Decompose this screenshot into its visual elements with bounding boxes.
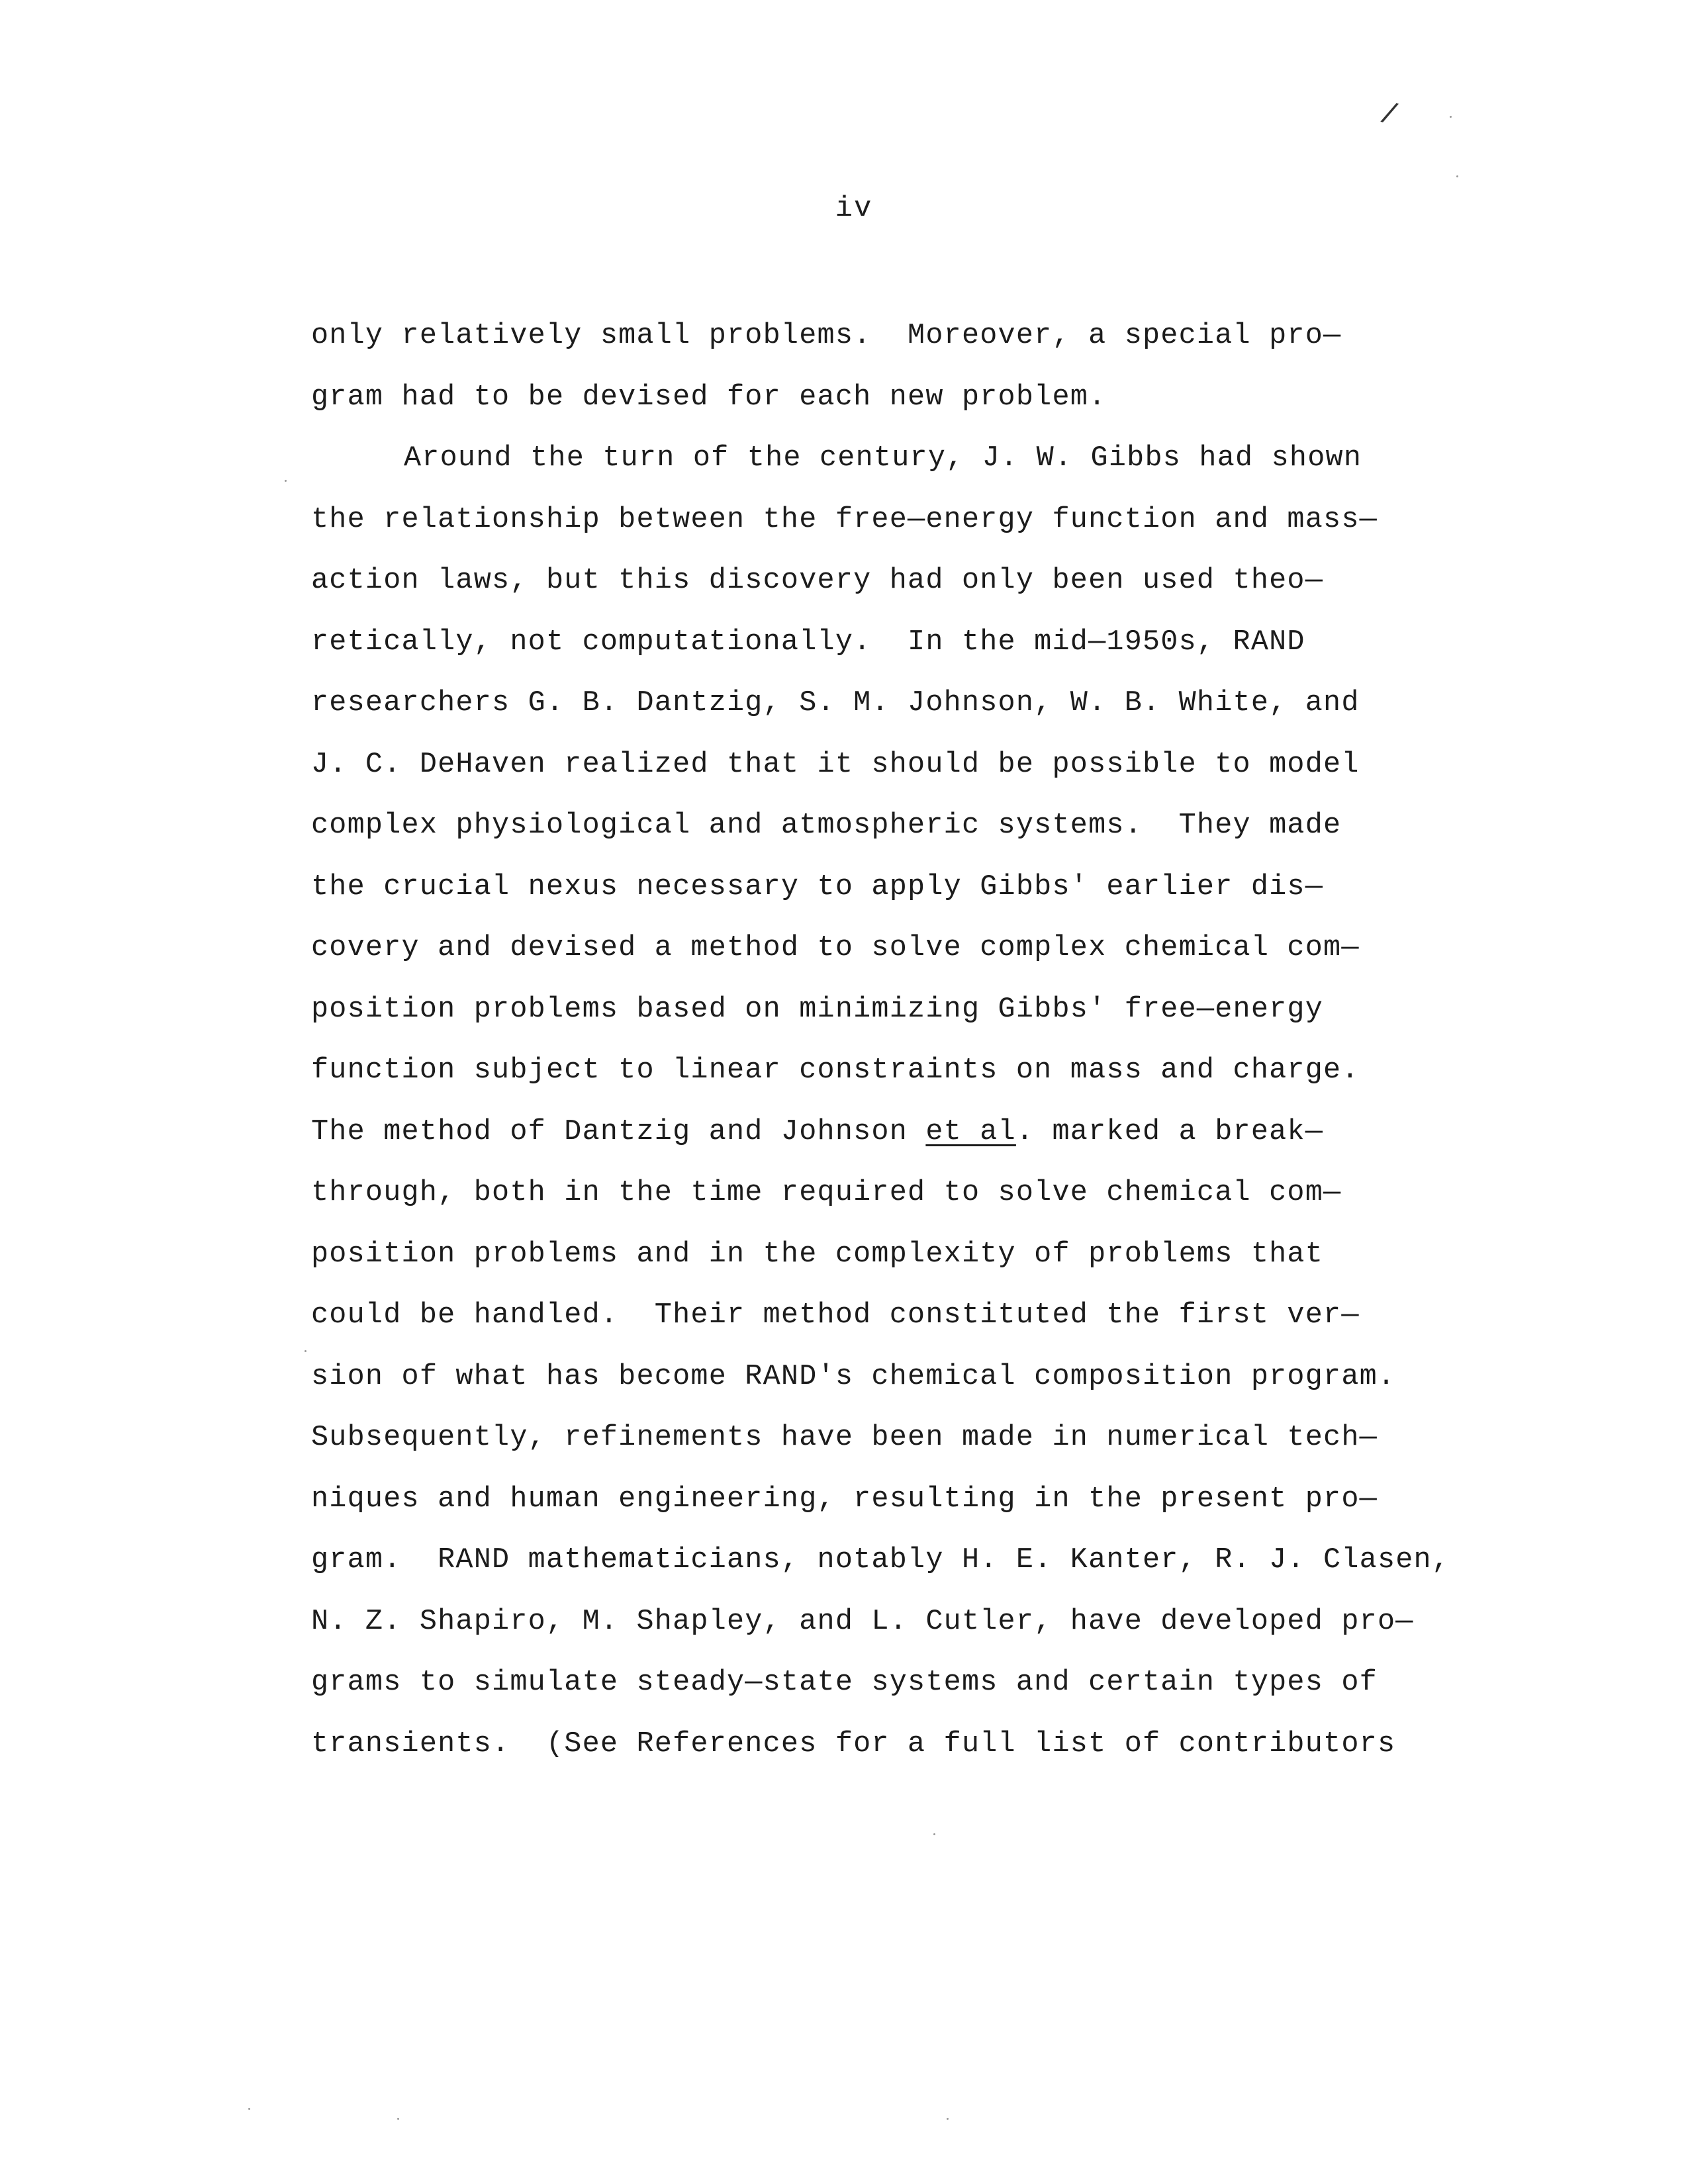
body-text [311,306,1503,1775]
text-line: function subject to linear constraints on mass and charge. [311,1054,1360,1087]
scan-speck [397,2118,399,2120]
text-line: action laws, but this discovery had only been used theo— [311,565,1324,597]
text-line: researchers G. B. Dantzig, S. M. Johnson, W. B. White, and [311,687,1360,719]
text-line: the crucial nexus necessary to apply Gibbs' earlier dis— [311,870,1324,903]
text-line: only relatively small problems. Moreover, a special pro— [311,320,1342,352]
scan-speck [947,2118,949,2120]
text-line: the relationship between the free—energy function and mass— [311,503,1378,536]
scan-speck [1456,175,1458,177]
text-line: Around the turn of the century, J. W. Gibbs had shown [404,442,1362,475]
text-line: gram. RAND mathematicians, notably H. E. Kanter, R. J. Clasen, [311,1544,1450,1576]
text-line: sion of what has become RAND's chemical composition program. [311,1360,1396,1393]
text-line: niques and human engineering, resulting in the present pro— [311,1482,1378,1516]
corner-pencil-mark: / [1377,97,1401,134]
text-line: position problems based on minimizing Gibbs' free—energy [311,993,1324,1026]
text-line: through, both in the time required to solve chemical com— [311,1177,1342,1209]
text-line [311,1102,1503,1163]
text-line: position problems and in the complexity of problems that [311,1238,1324,1271]
text-line: grams to simulate steady—state systems and certain types of [311,1666,1378,1699]
underlined-phrase: et al [925,1115,1016,1148]
scan-speck [1450,116,1452,118]
text-line: gram had to be devised for each new problem. [311,381,1107,414]
scan-speck [305,1350,306,1352]
page-number: iv [835,192,873,225]
text-line: could be handled. Their method constituted the first ver— [311,1299,1360,1332]
text-fragment: . marked a break— [1015,1115,1324,1148]
text-line: Subsequently, refinements have been made in numerical tech— [311,1422,1378,1454]
text-fragment: The method of Dantzig and Johnson [311,1115,926,1148]
scan-speck [248,2108,250,2110]
text-line: N. Z. Shapiro, M. Shapley, and L. Cutler, have developed pro— [311,1605,1414,1638]
text-line: transients. (See References for a full list of contributors [311,1727,1396,1760]
scan-speck [933,1833,935,1835]
text-line: retically, not computationally. In the mid—1950s, RAND [311,625,1305,659]
text-line: covery and devised a method to solve complex chemical com— [311,932,1360,964]
text-line: complex physiological and atmospheric systems. They made [311,809,1342,842]
scan-speck [285,480,287,482]
text-line: J. C. DeHaven realized that it should be possible to model [311,748,1360,781]
